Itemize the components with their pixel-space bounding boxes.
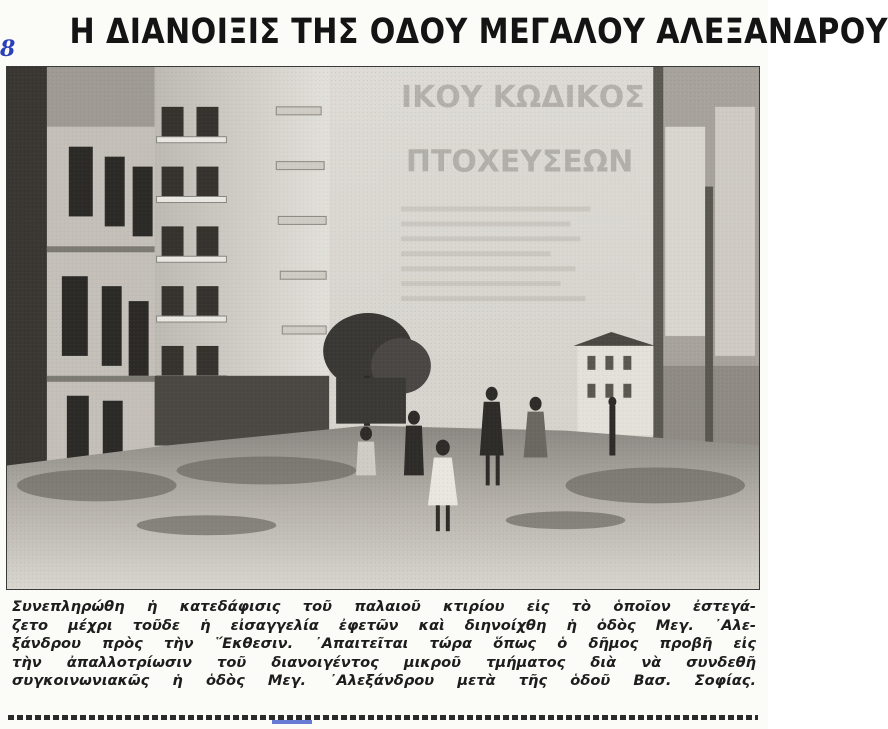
street-demolition-photo bbox=[6, 66, 760, 590]
caption-line-5: συγκοινωνιακῶς ἡ ὁδὸς Μεγ. ᾽Αλεξάνδρου μετὰ τῆς ὁδοῦ Βασ. Σοφίας. bbox=[12, 672, 756, 689]
caption-line-1: Συνεπληρώθη ἡ κατεδάφισις τοῦ παλαιοῦ κτιρίου εἰς τὸ ὁποῖον ἐστεγά- bbox=[12, 598, 756, 615]
photo-caption bbox=[12, 598, 756, 691]
cut-line-divider bbox=[8, 715, 758, 720]
pen-mark-bottom bbox=[272, 720, 312, 724]
photo-illustration bbox=[7, 67, 759, 589]
photo-grain bbox=[7, 67, 759, 589]
caption-line-2: ζετο μέχρι τοῦδε ἡ εἰσαγγελία ἐφετῶν καὶ διηνοίχθη ἡ ὁδὸς Μεγ. ᾽Αλε- bbox=[12, 616, 756, 634]
handwritten-page-mark: 8 bbox=[0, 36, 16, 62]
caption-line-4: τὴν ἀπαλλοτρίωσιν τοῦ διανοιγέντος μικροῦ τμήματος διὰ νὰ συνδεθῆ bbox=[12, 653, 756, 671]
article-headline: Η ΔΙΑΝΟΙΞΙΣ ΤΗΣ ΟΔΟΥ ΜΕΓΑΛΟΥ ΑΛΕΞΑΝΔΡΟΥ bbox=[69, 12, 888, 52]
caption-line-3: ξάνδρου πρὸς τὴν ῞Εκθεσιν. ᾽Απαιτεῖται τώρα ὅπως ὁ δῆμος προβῆ εἰς bbox=[12, 635, 756, 652]
